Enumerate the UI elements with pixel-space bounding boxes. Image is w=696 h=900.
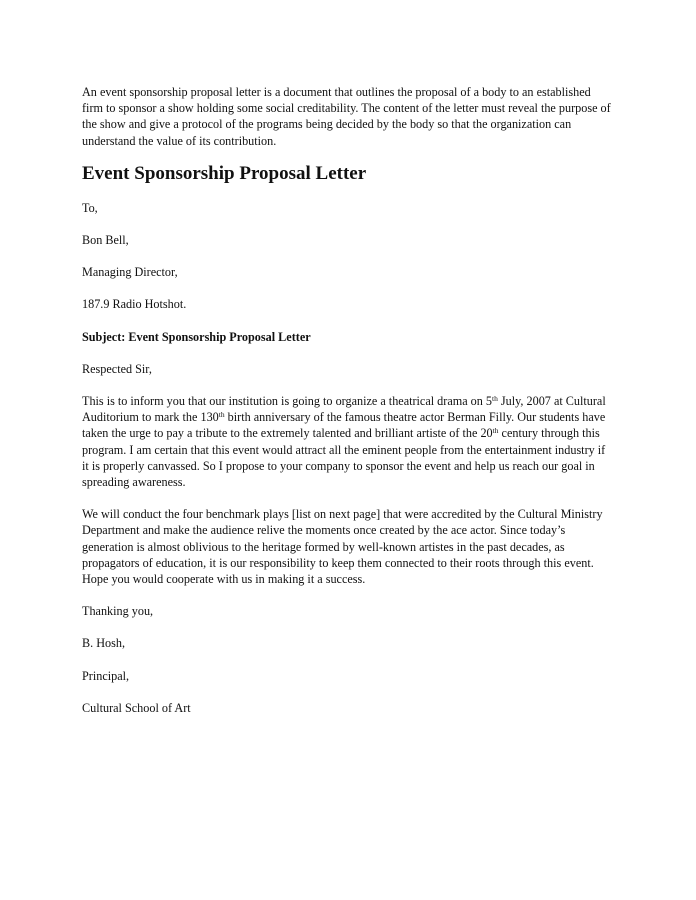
recipient-company: 187.9 Radio Hotshot. [82,297,187,312]
ordinal-suffix: th [492,394,498,404]
closing: Thanking you, [82,604,154,619]
subject-line: Subject: Event Sponsorship Proposal Letter [82,329,311,344]
body-text: century through this program. I am certain that this event would attract all the eminent people from the entertainment industry if it is properly canvassed. So I propose to your company to sponsor the event and help us reach our goal in spreading awareness. [82,426,606,490]
sender-name: B. Hosh, [82,636,126,651]
ordinal-suffix: th [492,426,499,436]
recipient-name: Bon Bell, [82,233,129,248]
ordinal-suffix: th [218,410,225,420]
body-paragraph-2: We will conduct the four benchmark plays [list on next page] that were accredited by the Cultural Ministry Department and make the audience relive the moments once created by the ace actor. Since today’s generation is almost oblivious to the heritage formed by well-known artistes in the past decades, as propagators of education, it is our responsibility to keep them connected to their roots through this event. Hope you would cooperate with us in making it a success. [82,507,603,587]
body-paragraph-1 [82,393,614,490]
body-text: This is to inform you that our institution is going to organize a theatrical drama on 5 [82,394,493,409]
recipient-position: Managing Director, [82,265,178,280]
body-text: birth anniversary of the famous theatre actor Berman Filly. Our students have taken the urge to pay a tribute to the extremely talented and brilliant artiste of the 20 [82,410,606,441]
sender-position: Principal, [82,668,130,683]
page-title: Event Sponsorship Proposal Letter [82,162,367,184]
sender-organization: Cultural School of Art [82,700,191,715]
greeting: Respected Sir, [82,361,152,376]
letter-content [82,84,614,716]
body-text: July, 2007 at Cultural Auditorium to mark the 130 [82,394,606,425]
salutation-to: To, [82,200,98,215]
intro-paragraph: An event sponsorship proposal letter is a document that outlines the proposal of a body to an established firm to sponsor a show holding some social creditability. The content of the letter must reveal the purpose of the show and give a protocol of the programs being decided by the body so that the organization can understand the value of its contribution. [82,85,611,148]
